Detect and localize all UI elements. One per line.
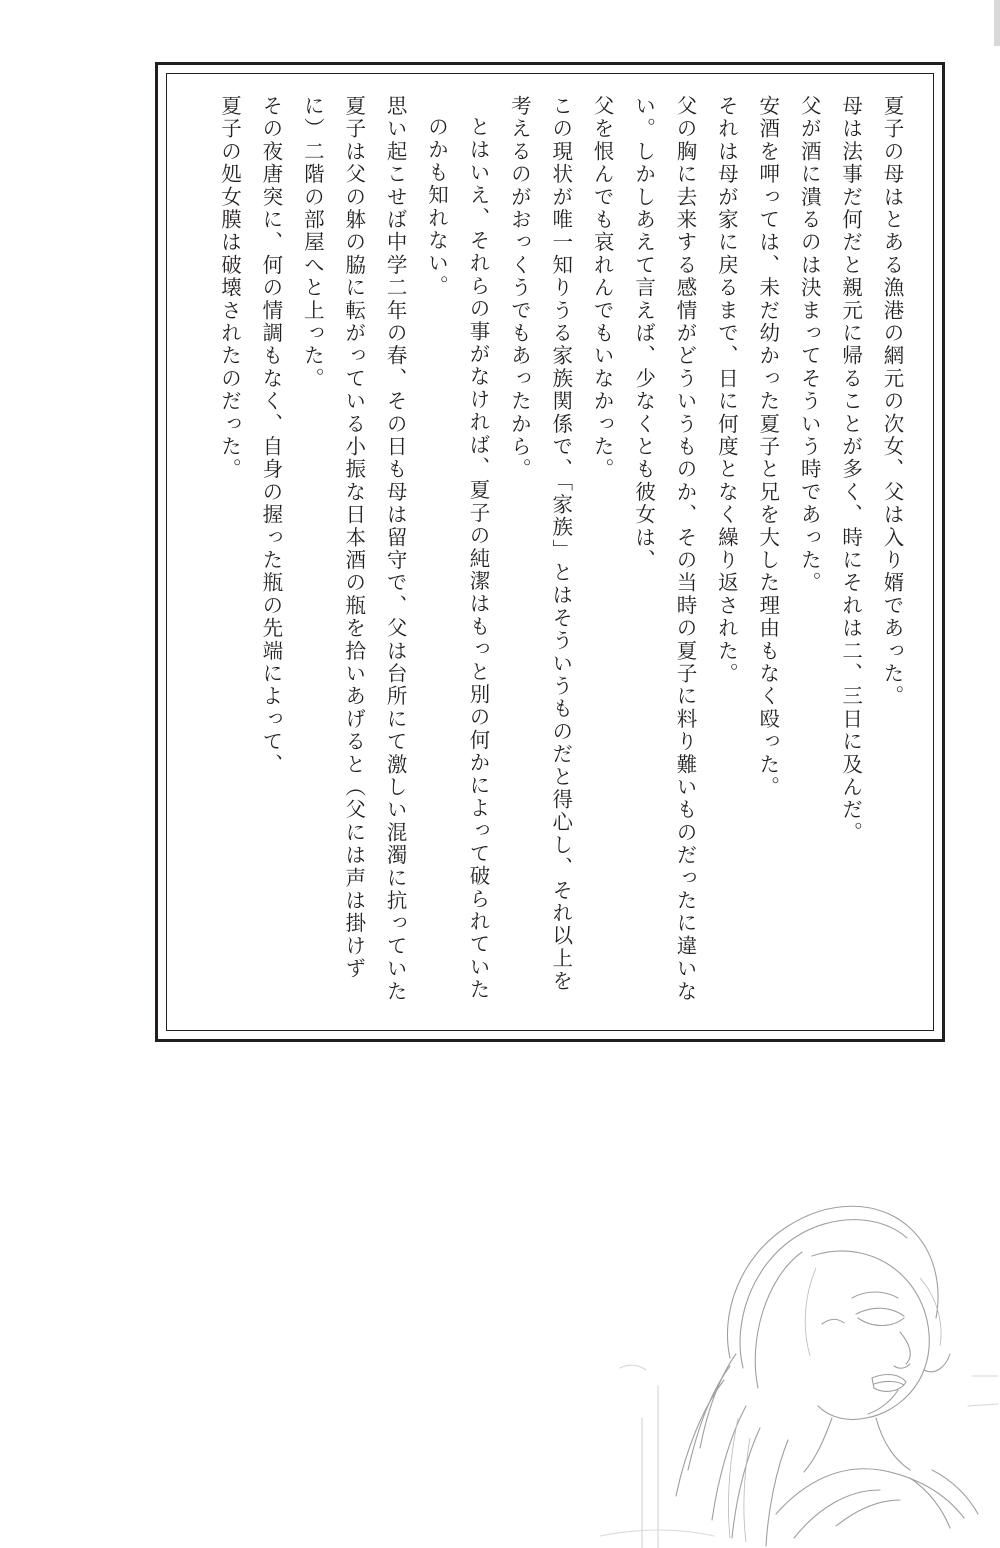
vertical-text-block bbox=[186, 95, 912, 1011]
paragraph: 父の胸に去来する感情がどういうものか、その当時の夏子に料り難いものだったに違いない。しかしあえて言えば、少なくとも彼女は、 bbox=[631, 95, 697, 1003]
paragraph: この現状が唯一知りうる家族関係で、「家族」とはそういうものだと得心し、それ以上を考えるのがおっくうでもあったから。 bbox=[507, 95, 573, 993]
paragraph: 母は法事だ何だと親元に帰ることが多く、時にそれは二、三日に及んだ。 bbox=[838, 95, 863, 845]
page-border-frame bbox=[155, 62, 945, 1042]
paragraph: 夏子の処女膜は破壊されたのだった。 bbox=[217, 95, 242, 481]
paragraph: 父が酒に潰るのは決まってそういう時であった。 bbox=[797, 95, 822, 595]
paragraph: それは母が家に戻るまで、日に何度となく繰り返された。 bbox=[714, 95, 739, 686]
paragraph: とはいえ、それらの事がなければ、夏子の純潔はもっと別の何かによって破られていたのかも知れない。 bbox=[424, 116, 490, 1002]
paragraph: 安酒を呷っては、未だ幼かった夏子と兄を大した理由もなく殴った。 bbox=[755, 95, 780, 799]
pencil-sketch-sleeping-woman bbox=[580, 1118, 1000, 1548]
paragraph: 父を恨んでも哀れんでもいなかった。 bbox=[590, 95, 615, 481]
paragraph: その夜唐突に、何の情調もなく、自身の握った瓶の先端によって、 bbox=[258, 95, 283, 776]
paragraph: 夏子の母はとある漁港の網元の次女、父は入り婿であった。 bbox=[880, 95, 904, 708]
paragraph: 夏子は父の躰の脇に転がっている小振な日本酒の瓶を拾いあげると（父には声は掛けずに）二階の部屋へと上った。 bbox=[300, 95, 366, 981]
paragraph: 思い起こせば中学二年の春、その日も母は留守で、父は台所にて激しい混濁に抗っていた bbox=[383, 95, 408, 1004]
scan-edge-mark bbox=[994, 0, 1000, 46]
